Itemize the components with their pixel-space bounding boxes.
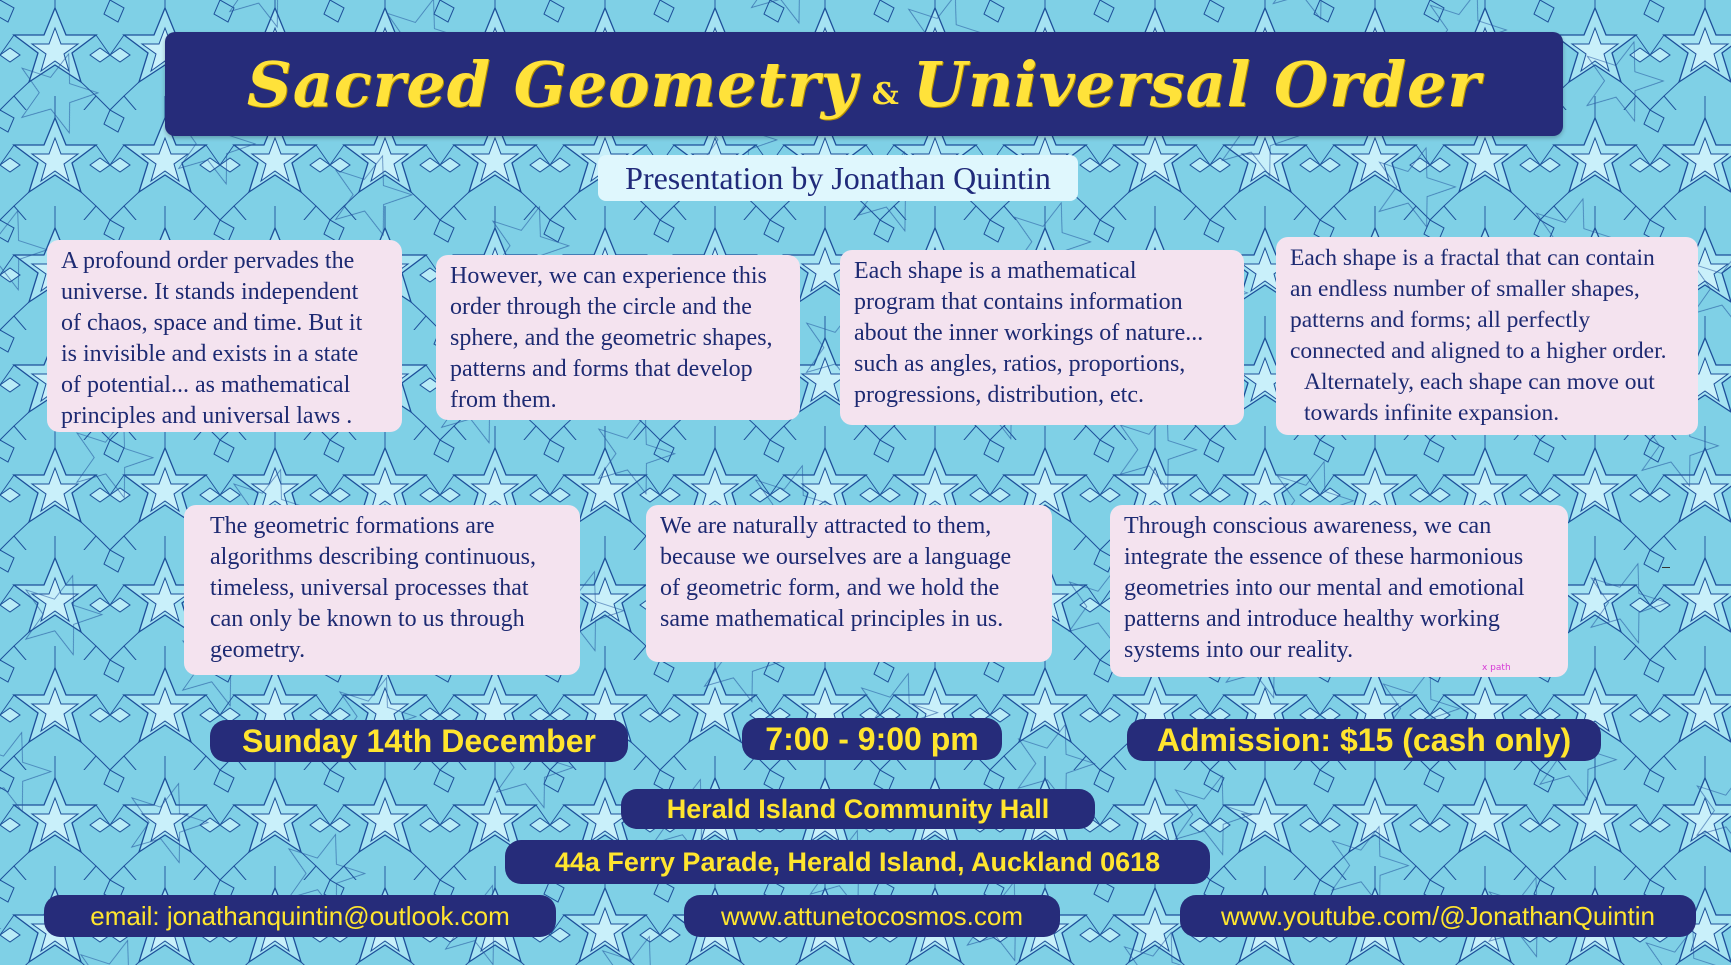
stray-path-label: x path [1482,663,1511,673]
stray-dash [1662,567,1670,568]
title-banner [165,32,1563,136]
info-line: program that contains information [854,289,1183,315]
info-line: patterns and forms that develop [450,356,753,382]
info-line: geometry. [210,637,306,663]
info-line: same mathematical principles in us. [660,606,1004,632]
info-line: can only be known to us through [210,606,525,632]
admission-badge: Admission: $15 (cash only) [1127,719,1601,761]
info-box-conscious-awareness [1110,505,1568,677]
venue-badge: Herald Island Community Hall [621,789,1095,829]
info-line: algorithms describing continuous, [210,544,536,570]
info-line: of geometric form, and we hold the [660,575,1000,601]
info-line: patterns and forms; all perfectly [1290,307,1591,333]
info-line: because we ourselves are a language [660,544,1012,570]
info-line: A profound order pervades the [61,248,355,274]
info-box-algorithms [184,505,580,675]
info-line: The geometric formations are [210,513,495,539]
info-line: timeless, universal processes that [210,575,529,601]
title-ampersand: & [871,76,899,112]
event-date-badge: Sunday 14th December [210,720,628,762]
address-badge: 44a Ferry Parade, Herald Island, Auckland 0618 [505,840,1210,884]
info-line: patterns and introduce healthy working [1124,606,1500,632]
website-link[interactable]: www.attunetocosmos.com [684,895,1060,937]
info-line: towards infinite expansion. [1304,400,1560,426]
youtube-link[interactable]: www.youtube.com/@JonathanQuintin [1180,895,1696,937]
info-line: of potential... as mathematical [61,372,351,398]
info-line: sphere, and the geometric shapes, [450,325,773,351]
info-line: order through the circle and the [450,294,752,320]
info-line: integrate the essence of these harmonious [1124,544,1524,570]
info-line: from them. [450,387,557,413]
info-box-fractal [1276,237,1698,435]
info-line: Each shape is a fractal that can contain [1290,245,1655,271]
info-line: Alternately, each shape can move out [1304,369,1655,395]
info-line: systems into our reality. [1124,637,1354,663]
info-line: such as angles, ratios, proportions, [854,351,1186,377]
info-box-mathematical-program [840,250,1244,425]
info-line: geometries into our mental and emotional [1124,575,1525,601]
info-box-circle-sphere [436,255,800,420]
presenter-subtitle: Presentation by Jonathan Quintin [598,155,1078,201]
info-line: Each shape is a mathematical [854,258,1137,284]
info-line: Through conscious awareness, we can [1124,513,1492,539]
info-box-naturally-attracted [646,505,1052,662]
info-box-profound-order [47,240,402,432]
info-line: of chaos, space and time. But it [61,310,363,336]
info-line: However, we can experience this [450,263,767,289]
title-sacred-geometry: Sacred Geometry [246,47,858,121]
info-line: We are naturally attracted to them, [660,513,992,539]
email-link[interactable]: email: jonathanquintin@outlook.com [44,895,556,937]
info-line: principles and universal laws . [61,403,353,429]
info-line: connected and aligned to a higher order. [1290,338,1667,364]
title-universal-order: Universal Order [912,47,1482,121]
info-line: universe. It stands independent [61,279,359,305]
event-time-badge: 7:00 - 9:00 pm [742,718,1002,760]
info-line: an endless number of smaller shapes, [1290,276,1640,302]
info-line: progressions, distribution, etc. [854,382,1144,408]
info-line: is invisible and exists in a state [61,341,359,367]
info-line: about the inner workings of nature... [854,320,1204,346]
